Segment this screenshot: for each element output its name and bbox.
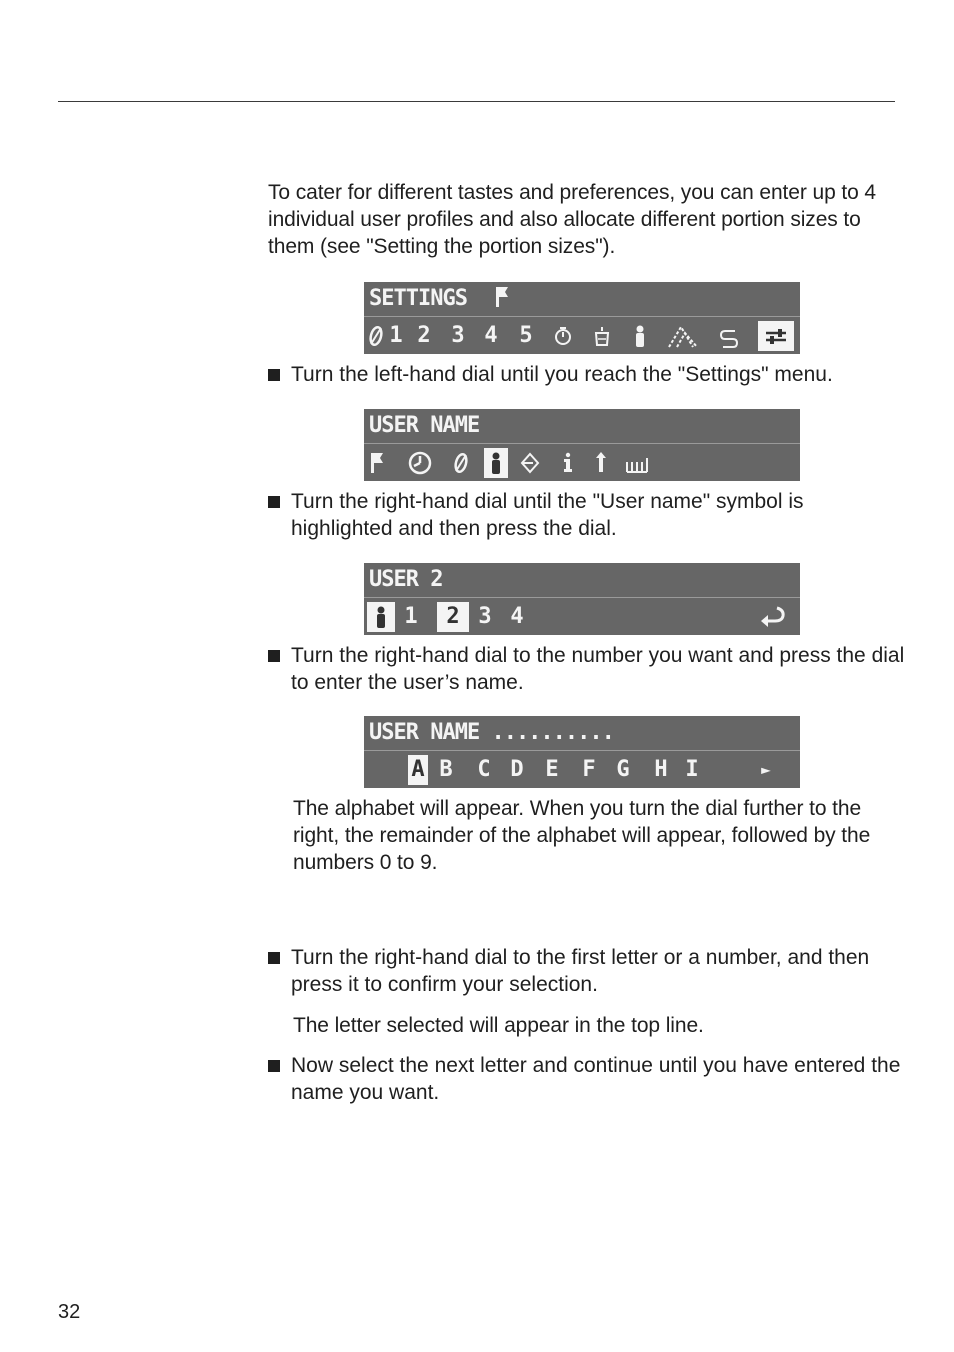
descale-icon [666, 321, 700, 351]
step-text-2: Turn the right-hand dial until the "User name" symbol is highlighted and then press the dial. [291, 490, 804, 540]
digit-5: 5 [519, 323, 533, 348]
diamond-icon [518, 448, 542, 478]
timer-icon [552, 321, 574, 351]
user-number-4: 4 [510, 604, 524, 629]
intro-paragraph: To cater for different tastes and preferences, you can enter up to 4 individual user profiles and also allocate different portion sizes to them (see "Setting the portion sizes"). [268, 181, 877, 258]
digit-3: 3 [451, 323, 465, 348]
settings-icon [758, 321, 794, 351]
letter-b: B [439, 757, 453, 782]
flag-icon [367, 448, 387, 478]
bullet-square-icon [268, 952, 280, 964]
user-number-1: 1 [404, 604, 418, 629]
note-paragraph-2: The letter selected will appear in the top line. [293, 1014, 704, 1037]
header-rule [58, 101, 895, 102]
settings-display [364, 282, 800, 354]
step-text-3: Turn the right-hand dial to the number you want and press the dial to enter the user’s name. [291, 644, 905, 694]
cup-icon [591, 321, 613, 351]
bullet-square-icon [268, 496, 280, 508]
user-icon [630, 321, 650, 351]
letter-h: H [654, 757, 668, 782]
user-number-2: 2 [437, 602, 469, 632]
step-bullet-5 [268, 1052, 908, 1106]
letter-f: F [582, 757, 596, 782]
factory-icon [624, 448, 650, 478]
letter-g: G [616, 757, 630, 782]
clock-icon [406, 448, 434, 478]
letter-a: A [408, 755, 428, 785]
letter-i: I [685, 757, 699, 782]
digit-2: 2 [417, 323, 431, 348]
user-icon [367, 602, 395, 632]
bullet-square-icon [268, 1060, 280, 1072]
step-bullet-4 [268, 944, 908, 998]
bullet-square-icon [268, 369, 280, 381]
bullet-square-icon [268, 650, 280, 662]
letter-c: C [477, 757, 491, 782]
info-icon [558, 448, 578, 478]
zero-icon [451, 448, 471, 478]
letter-e: E [545, 757, 559, 782]
username-display-title: USER NAME [369, 413, 480, 438]
step-bullet-1 [268, 361, 908, 388]
right-arrow-icon: ► [761, 760, 771, 779]
zero-icon [367, 321, 385, 351]
digit-4: 4 [484, 323, 498, 348]
alphabet-display-title: USER NAME .......... [369, 720, 614, 745]
digit-1: 1 [389, 323, 403, 348]
user-number-3: 3 [478, 604, 492, 629]
step-bullet-2 [268, 488, 908, 542]
flag-icon [492, 284, 512, 314]
step-text-5: Now select the next letter and continue until you have entered the name you want. [291, 1054, 901, 1104]
settings-display-title: SETTINGS [369, 286, 467, 311]
step-text-4: Turn the right-hand dial to the first letter or a number, and then press it to confirm your selection. [291, 946, 870, 996]
alphabet-display [364, 716, 800, 788]
rinse-icon [718, 321, 740, 351]
user-icon [484, 448, 508, 478]
note-paragraph-1: The alphabet will appear. When you turn the dial further to the right, the remainder of the alphabet will appear, followed by the numbers 0 to 9. [293, 797, 871, 874]
page-number: 32 [58, 1301, 81, 1323]
username-menu-display [364, 409, 800, 481]
user-select-display [364, 563, 800, 635]
step-text-1: Turn the left-hand dial until you reach the "Settings" menu. [291, 363, 833, 386]
return-icon [756, 602, 788, 632]
step-bullet-3 [268, 642, 908, 696]
user-display-title: USER 2 [369, 567, 443, 592]
up-icon [591, 448, 611, 478]
letter-d: D [510, 757, 524, 782]
